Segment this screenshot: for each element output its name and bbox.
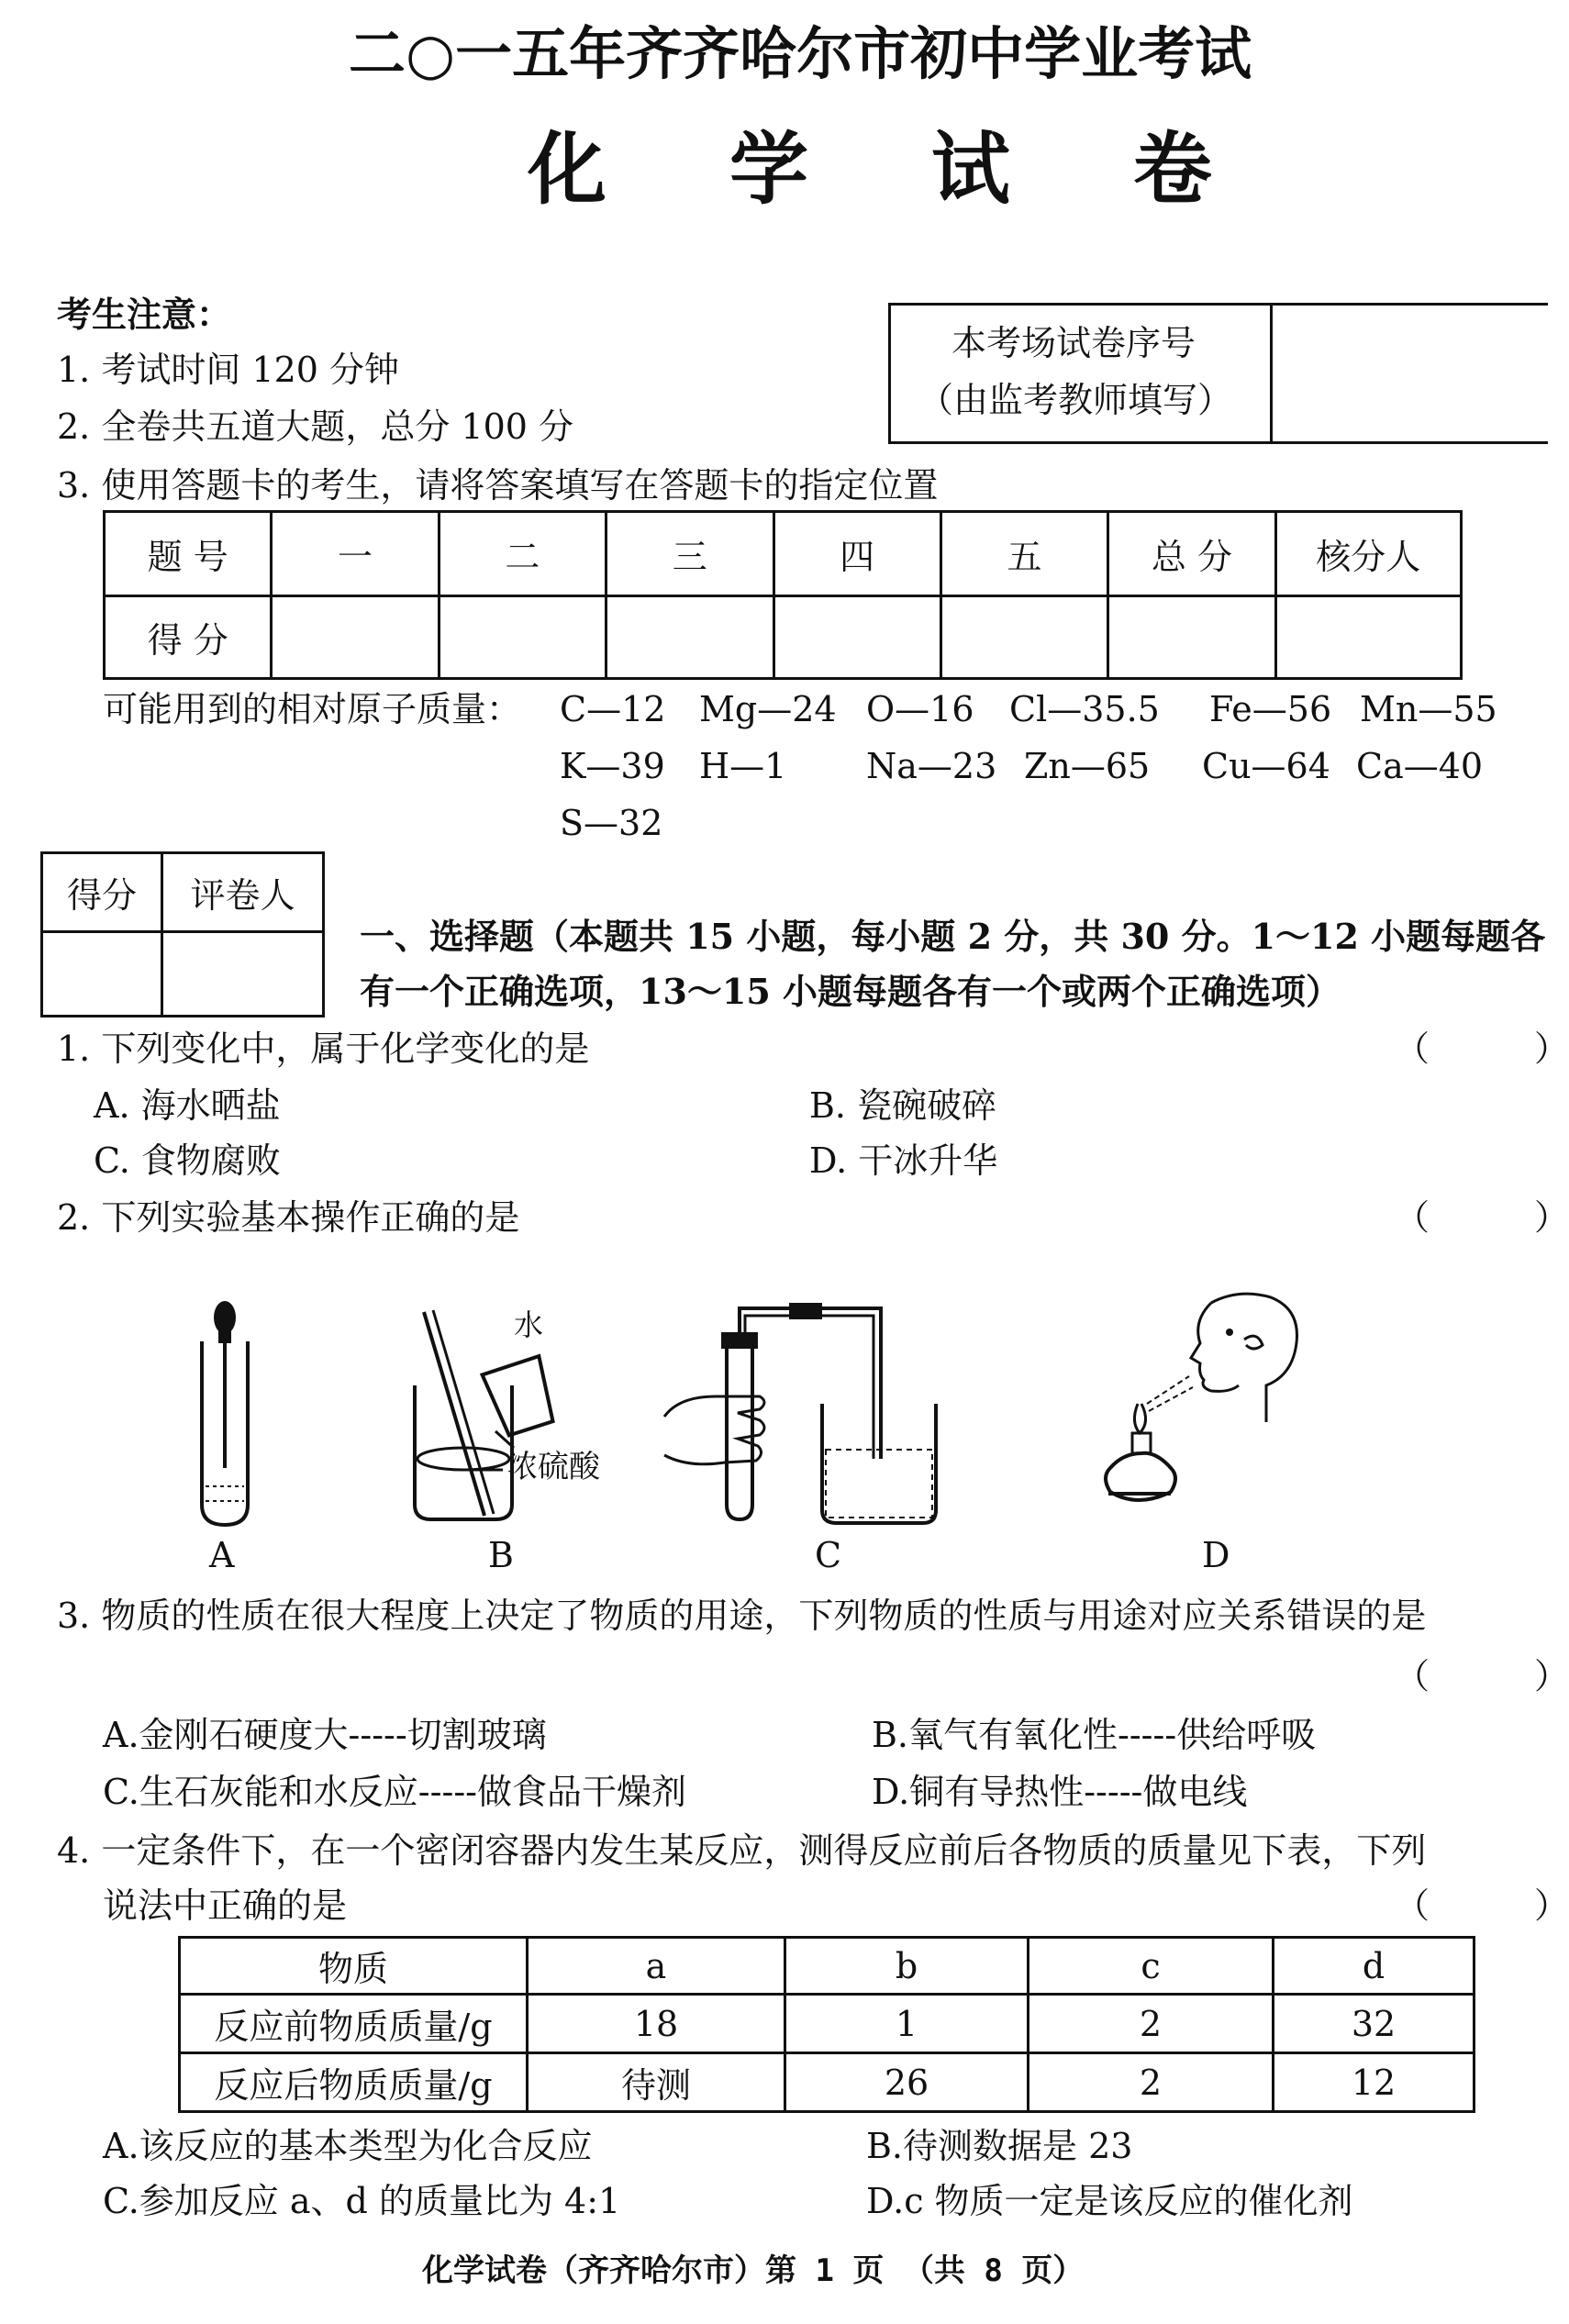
score-header-3: 三 [606, 512, 773, 596]
option-b: B.待测数据是 23 [866, 2126, 1133, 2166]
mass-table-header: a [528, 1938, 785, 1995]
mass-table-cell: 2 [1029, 2053, 1274, 2112]
mass-table-header: 物质 [180, 1938, 528, 1995]
figure-label-c: C [815, 1535, 842, 1575]
score-cell[interactable] [773, 596, 940, 679]
answer-bracket[interactable]: （ ） [1395, 1656, 1569, 1696]
notice-item-1: 1. 考试时间 120 分钟 [57, 350, 400, 390]
label-conc-acid: 浓硫酸 [506, 1449, 600, 1485]
score-header-5: 五 [940, 512, 1107, 596]
atomic-mass: Fe—56 [1209, 689, 1332, 729]
mass-table-header: b [785, 1938, 1029, 1995]
score-cell[interactable] [1275, 596, 1461, 679]
mass-table-cell: 反应前物质质量/g [180, 1995, 528, 2053]
score-cell[interactable] [272, 596, 439, 679]
dropper-figure [184, 1294, 275, 1532]
answer-bracket[interactable]: （ ） [1395, 1885, 1569, 1926]
score-row-label: 得 分 [105, 596, 272, 679]
atomic-mass: C—12 [560, 689, 666, 729]
option-d: D. 干冰升华 [809, 1140, 998, 1181]
score-table [103, 510, 1463, 680]
question-3-stem: 3. 物质的性质在很大程度上决定了物质的用途，下列物质的性质与用途对应关系错误的是 [57, 1596, 1427, 1636]
atomic-mass: H—1 [699, 746, 787, 786]
option-a: A.金刚石硬度大-----切割玻璃 [103, 1715, 547, 1755]
atomic-mass: Mg—24 [699, 689, 837, 729]
atomic-mass: S—32 [560, 803, 663, 843]
paper-title: 化 学 试 卷 [528, 123, 1260, 216]
mass-table-cell: 26 [785, 2053, 1029, 2112]
figure-label-d: D [1202, 1535, 1230, 1575]
atomic-mass: Mn—55 [1360, 689, 1497, 729]
option-c: C.参加反应 a、d 的质量比为 4:1 [103, 2181, 621, 2221]
answer-bracket[interactable]: （ ） [1395, 1029, 1569, 1069]
atomic-mass: Cu—64 [1202, 746, 1330, 786]
grader-score-cell[interactable] [42, 932, 162, 1017]
serial-label: 本考场试卷序号 [951, 323, 1196, 363]
atomic-mass: Ca—40 [1356, 746, 1484, 786]
atomic-mass: K—39 [560, 746, 665, 786]
notice-heading: 考生注意： [57, 294, 232, 335]
answer-bracket[interactable]: （ ） [1395, 1197, 1569, 1238]
score-header-4: 四 [773, 512, 940, 596]
page-footer: 化学试卷（齐齐哈尔市）第 1 页 （共 8 页） [422, 2252, 1085, 2289]
mass-table-header: c [1029, 1938, 1274, 1995]
score-cell[interactable] [439, 596, 606, 679]
grader-box [40, 851, 325, 1017]
question-1-stem: 1. 下列变化中，属于化学变化的是 [57, 1029, 590, 1069]
grader-name-label: 评卷人 [162, 853, 324, 932]
mass-table-cell: 待测 [528, 2053, 785, 2112]
atomic-mass: Zn—65 [1024, 746, 1151, 786]
mass-table-cell: 1 [785, 1995, 1029, 2053]
option-b: B.氧气有氧化性-----供给呼吸 [872, 1715, 1317, 1755]
question-4-stem: 4. 一定条件下，在一个密闭容器内发生某反应，测得反应前后各物质的质量见下表，下列 [57, 1830, 1427, 1871]
mass-table-cell: 12 [1274, 2053, 1474, 2112]
airtightness-figure [661, 1294, 954, 1532]
exam-title: 二○一五年齐齐哈尔市初中学业考试 [349, 20, 1252, 87]
score-cell[interactable] [606, 596, 773, 679]
mass-table-header: d [1274, 1938, 1474, 1995]
label-water: 水 [514, 1307, 544, 1342]
figure-label-a: A [209, 1535, 235, 1575]
option-a: A. 海水晒盐 [94, 1085, 281, 1126]
option-c: C. 食物腐败 [94, 1140, 281, 1181]
grader-score-label: 得分 [42, 853, 162, 932]
score-cell[interactable] [1108, 596, 1275, 679]
alcohol-lamp-figure [1083, 1284, 1321, 1541]
option-c: C.生石灰能和水反应-----做食品干燥剂 [103, 1772, 687, 1812]
serial-note: （由监考教师填写） [918, 380, 1233, 420]
atomic-mass: Cl—35.5 [1009, 689, 1160, 729]
figure-label-b: B [488, 1535, 514, 1575]
option-a: A.该反应的基本类型为化合反应 [103, 2126, 593, 2166]
mass-table-cell: 32 [1274, 1995, 1474, 2053]
score-cell[interactable] [940, 596, 1107, 679]
question-2-stem: 2. 下列实验基本操作正确的是 [57, 1197, 520, 1238]
notice-item-2: 2. 全卷共五道大题，总分 100 分 [57, 406, 574, 447]
score-header-2: 二 [439, 512, 606, 596]
question-4-stem-cont: 说法中正确的是 [103, 1885, 348, 1926]
option-b: B. 瓷碗破碎 [809, 1085, 997, 1126]
mass-table-cell: 18 [528, 1995, 785, 2053]
grader-name-cell[interactable] [162, 932, 324, 1017]
mass-table-cell: 2 [1029, 1995, 1274, 2053]
atomic-mass: Na—23 [866, 746, 997, 786]
atomic-mass-label: 可能用到的相对原子质量： [103, 689, 522, 729]
score-header-label: 题 号 [105, 512, 272, 596]
score-header-total: 总 分 [1108, 512, 1275, 596]
score-header-1: 一 [272, 512, 439, 596]
mass-table [178, 1936, 1475, 2113]
option-d: D.c 物质一定是该反应的催化剂 [866, 2181, 1353, 2221]
notice-item-3: 3. 使用答题卡的考生，请将答案填写在答题卡的指定位置 [57, 465, 939, 506]
option-d: D.铜有导热性-----做电线 [872, 1772, 1248, 1812]
section-1-heading-cont: 有一个正确选项，13～15 小题每题各有一个或两个正确选项） [360, 971, 1341, 1012]
score-header-checker: 核分人 [1275, 512, 1461, 596]
atomic-mass: O—16 [866, 689, 974, 729]
section-1-heading: 一、选择题（本题共 15 小题，每小题 2 分，共 30 分。1～12 小题每题各 [360, 916, 1546, 957]
mass-table-cell: 反应后物质质量/g [180, 2053, 528, 2112]
serial-number-box [888, 303, 1548, 444]
